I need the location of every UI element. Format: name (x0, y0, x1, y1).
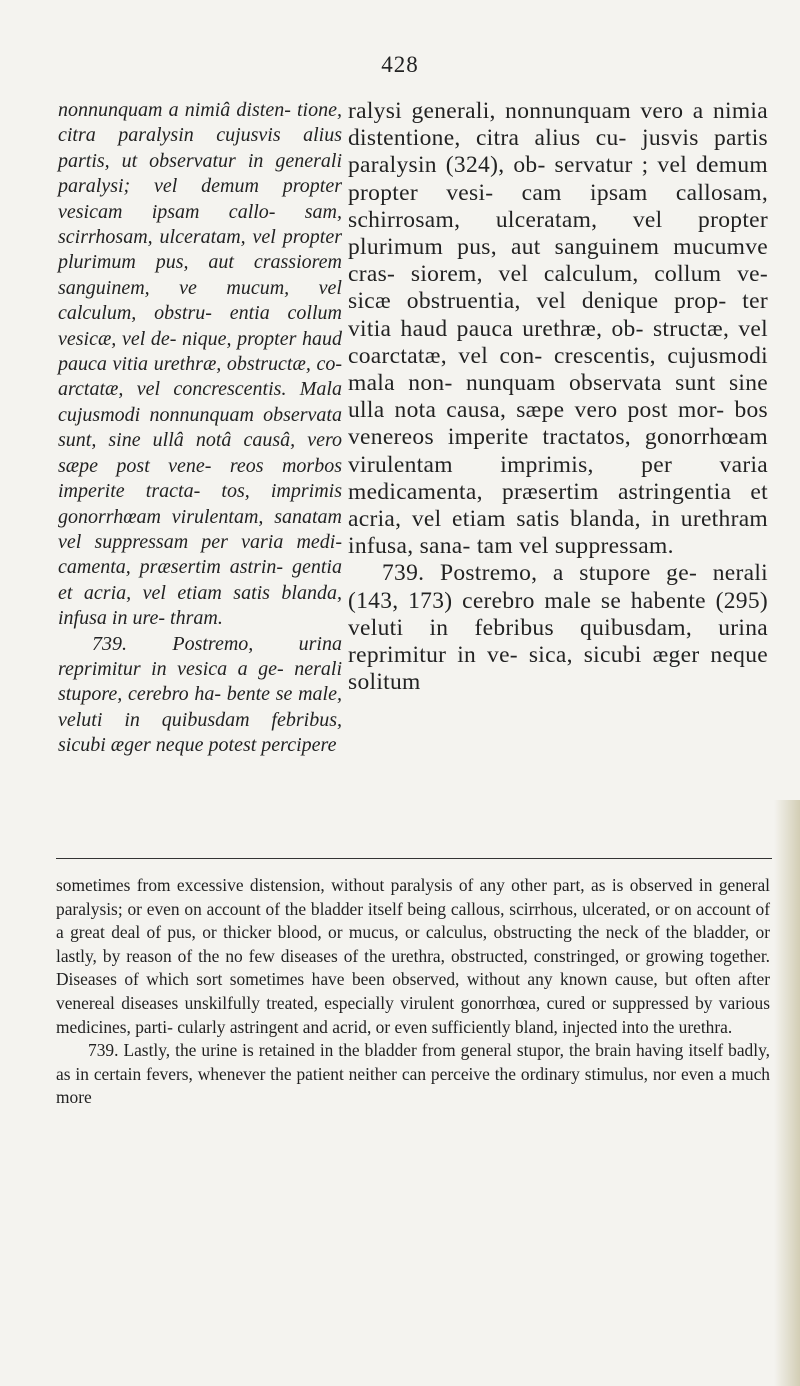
latin-right-paragraph-1: ralysi generali, nonnunquam vero a nimia distentione, citra alius cu- jusvis partis paralysin (324), ob- servatur ; vel demum propter vesi- cam ipsam callosam, schirrosam, ulceratam, vel propter plurimum pus, aut sanguinem mucumve cras- siorem, vel calculum, collum ve- sicæ obstruentia, vel denique prop- ter vitia haud pauca urethræ, ob- structæ, vel coarctatæ, vel con- crescentis, cujusmodi mala non- nunquam observata sunt sine ulla nota causa, sæpe vero post mor- bos venereos imperite tractatos, gonorrhœam virulentam imprimis, per varia medicamenta, præsertim astringentia et acria, vel etiam satis blanda, in urethram infusa, sana- tam vel suppressam. (348, 98, 768, 560)
latin-left-column (58, 98, 342, 759)
page-edge-stain (774, 800, 800, 1386)
page-number: 428 (381, 52, 419, 77)
latin-right-column (348, 98, 768, 696)
section-divider (56, 858, 772, 859)
translation-paragraph-1: sometimes from excessive distension, without paralysis of any other part, as is observed in general paralysis; or even on account of the bladder itself being callous, scirrhous, ulcerated, or on account of a great deal of pus, or thicker blood, or mucus, or calculus, obstructing the neck of the bladder, or lastly, by reason of the no few diseases of the urethra, obstructed, constringed, or growing together. Diseases of which sort sometimes have been observed, without any known cause, but often after venereal diseases unskilfully treated, especially virulent gonorrhœa, cured or suppressed by various medicines, parti- cularly astringent and acrid, or even sufficiently bland, injected into the urethra. (56, 875, 770, 1037)
latin-right-paragraph-739: 739. Postremo, a stupore ge- nerali (143, 173) cerebro male se habente (295) veluti in febribus quibusdam, urina reprimitur in ve- sica, sicubi æger neque solitum (348, 560, 768, 696)
translation-paragraph-739: 739. Lastly, the urine is retained in the bladder from general stupor, the brain having itself badly, as in certain fevers, whenever the patient neither can perceive the ordinary stimulus, nor even a much more (56, 1040, 770, 1108)
english-translation (56, 874, 770, 1110)
latin-left-paragraph-739: 739. Postremo, urina reprimitur in vesica a ge- nerali stupore, cerebro ha- bente se male, veluti in quibusdam febribus, sicubi æger neque potest percipere (58, 632, 342, 757)
latin-left-paragraph-1: nonnunquam a nimiâ disten- tione, citra paralysin cujusvis alius partis, ut observatur in generali paralysi; vel demum propter vesicam ipsam callo- sam, scirrhosam, ulceratam, vel propter plurimum pus, aut crassiorem sanguinem, ve mucum, vel calculum, obstru- entia collum vesicæ, vel de- nique, propter haud pauca vitia urethræ, obstructæ, co- arctatæ, vel concrescentis. Mala cujusmodi nonnunquam observata sunt, sine ullâ notâ causâ, vero sæpe post vene- reos morbos imperite tracta- tos, imprimis gonorrhœam virulentam, sanatam vel suppressam per varia medi- camenta, præsertim astrin- gentia et acria, vel etiam satis blanda, infusa in ure- thram. (58, 99, 342, 630)
